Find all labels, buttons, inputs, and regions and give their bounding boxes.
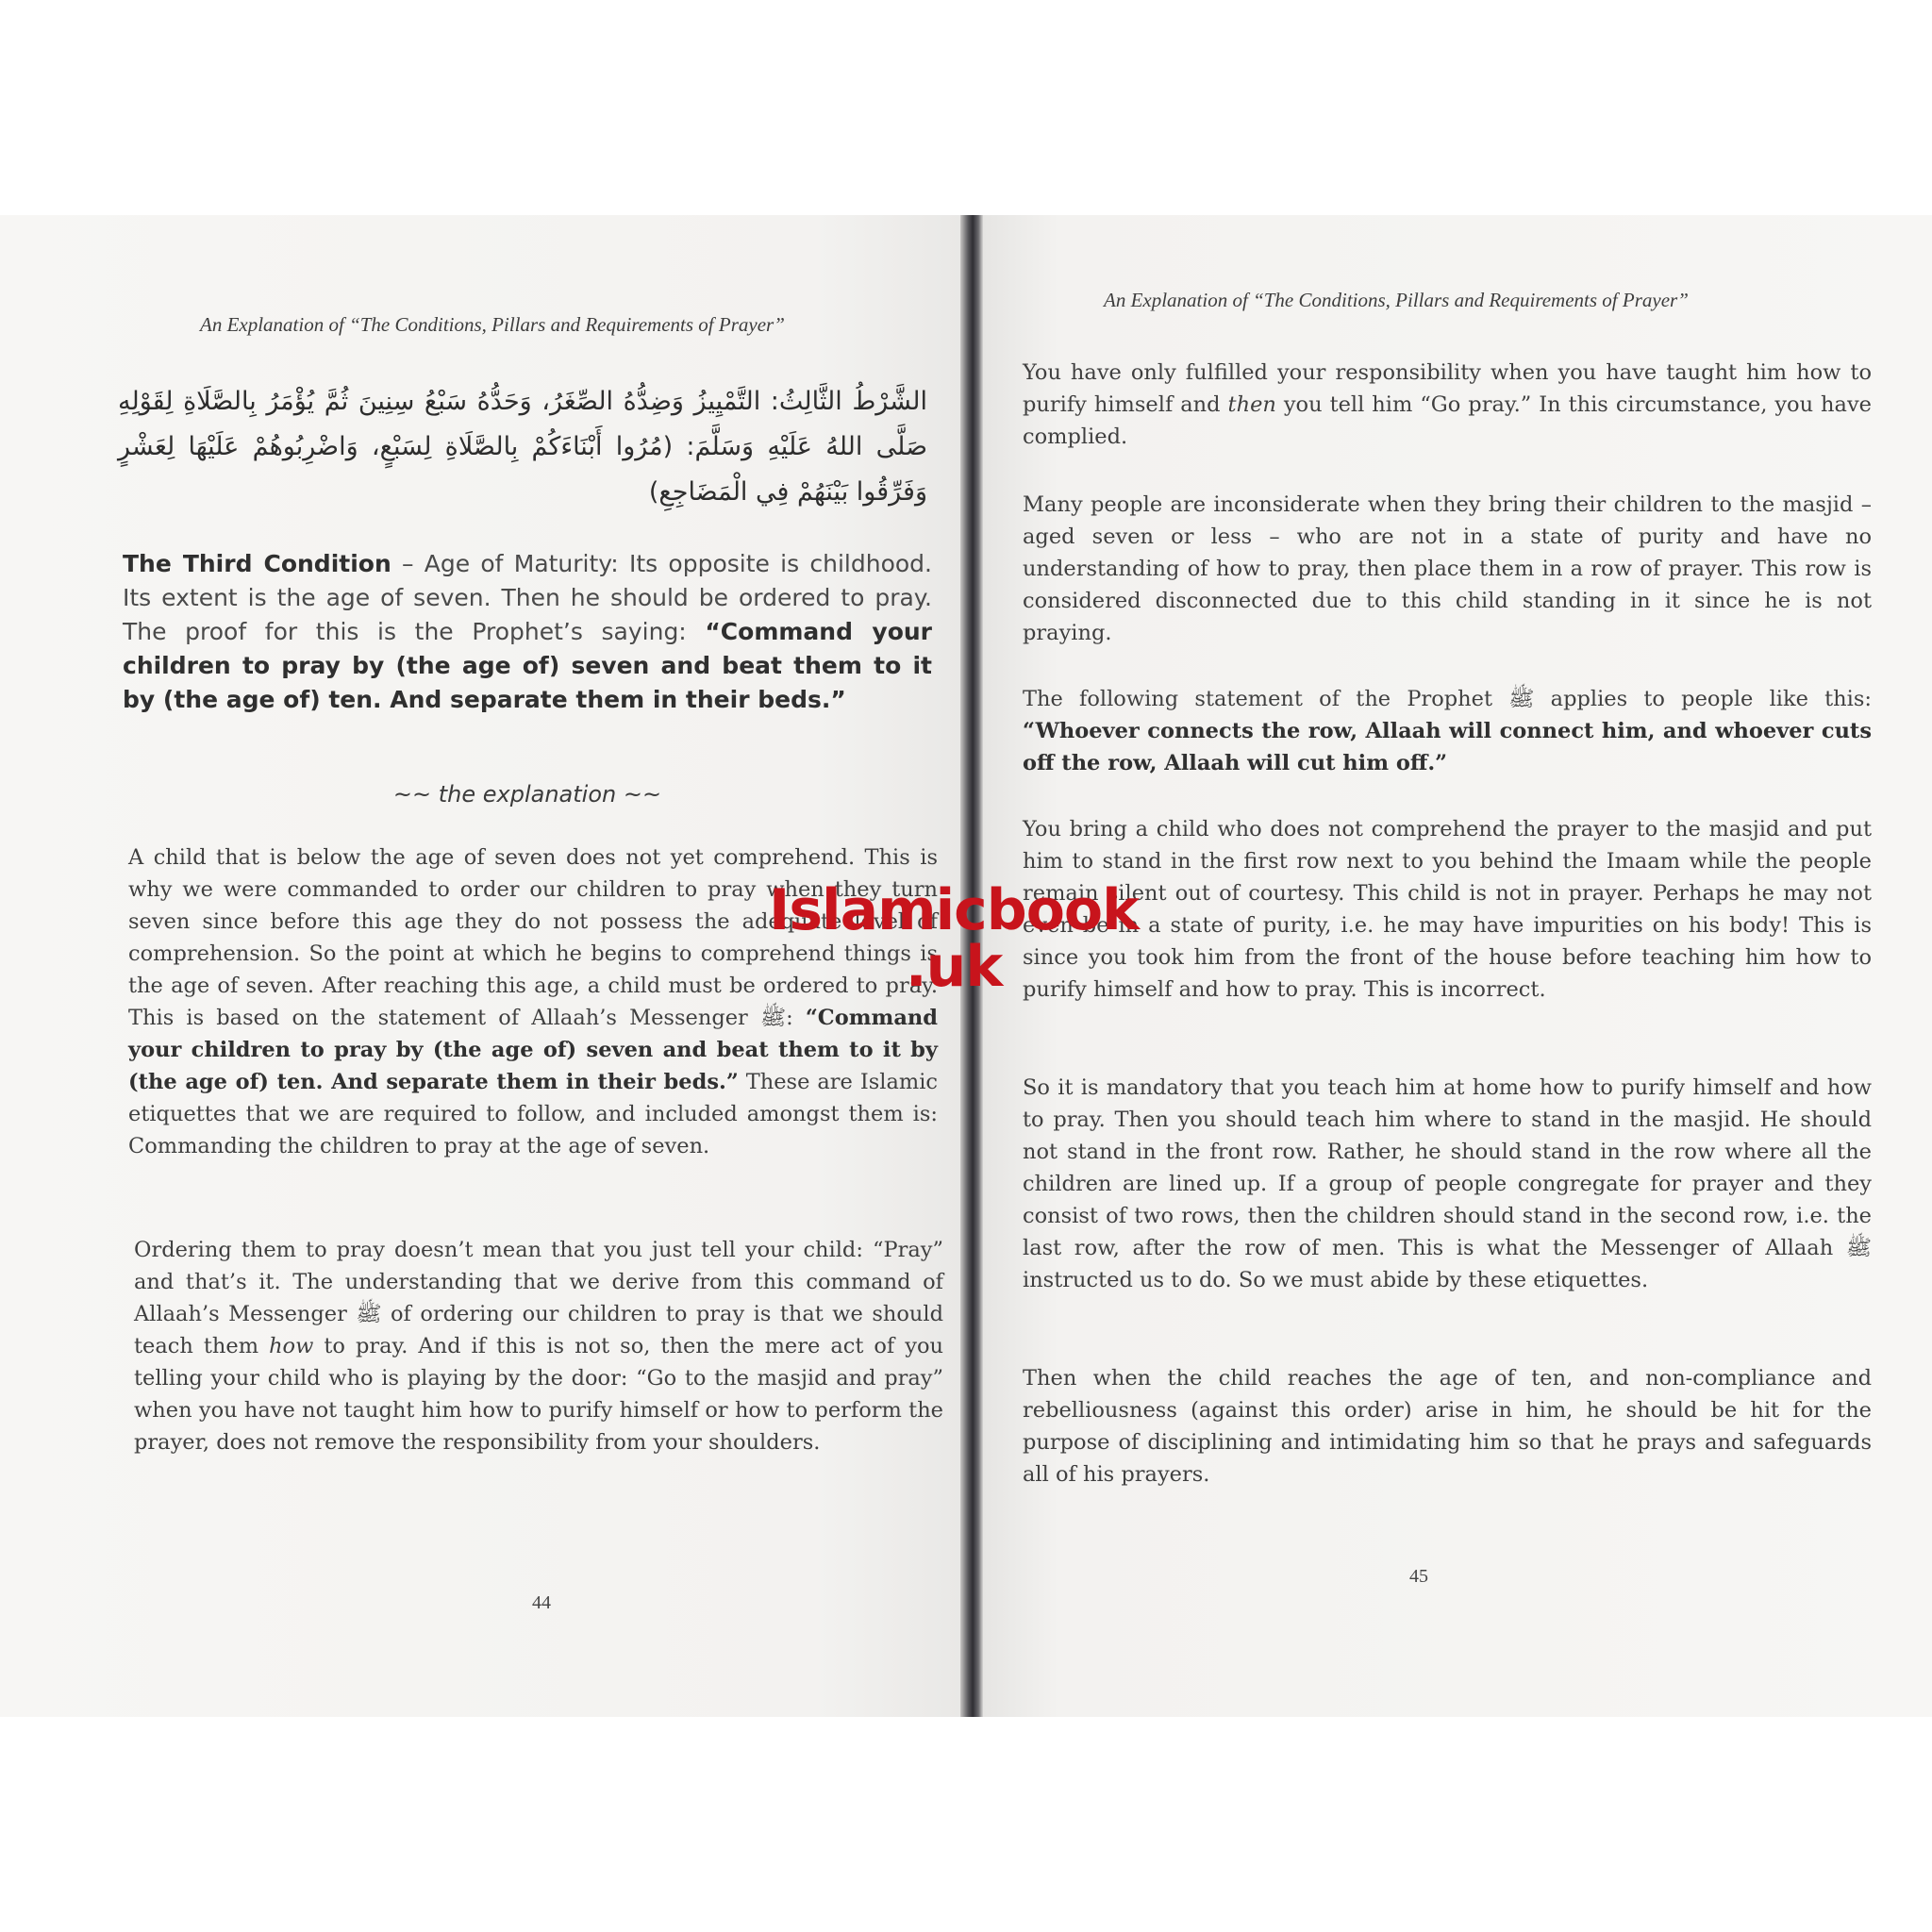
- running-head-right: An Explanation of “The Conditions, Pillars and Requirements of Prayer”: [1104, 289, 1689, 311]
- left-paragraph-2-end: to pray. And if this is not so, then the mere act of you telling your child who is playing by the door: “Go to the masjid and pray” when you have not taught him how to purify himself or how to perform the prayer, does not remove the responsibility from your shoulders.: [134, 1334, 944, 1455]
- right-paragraph-1-text: You have only fulfilled your responsibility when you have taught him how to purify himself and: [1023, 360, 1872, 417]
- watermark-line-2: .uk: [905, 934, 1003, 1000]
- left-paragraph-2-italic: how: [269, 1334, 314, 1358]
- right-paragraph-3-quote: “Whoever connects the row, Allaah will connect him, and whoever cuts off the row, Allaah will cut him off.”: [1023, 719, 1872, 775]
- running-head-left: An Explanation of “The Conditions, Pillars and Requirements of Prayer”: [200, 313, 785, 336]
- left-page: [0, 215, 960, 1717]
- right-paragraph-3: [1023, 683, 1872, 779]
- book-spread: [0, 215, 1932, 1717]
- explanation-separator: ~~ the explanation ~~: [392, 781, 662, 808]
- left-paragraph-1: [128, 841, 938, 1162]
- condition-paragraph: [123, 547, 932, 717]
- book-spine: [960, 215, 983, 1717]
- left-paragraph-2-text: Ordering them to pray doesn’t mean that you just tell your child: “Pray” and that’s it. The understanding that we derive from this command of Allaah’s Messenger ﷺ of ordering our children to pray is that we should teach them: [134, 1238, 943, 1358]
- condition-text: – Age of Maturity: Its opposite is childhood. Its extent is the age of seven. Then he should be ordered to pray. The proof for this is the Prophet’s saying:: [123, 550, 932, 645]
- page-number-left: 44: [532, 1592, 551, 1613]
- condition-heading: The Third Condition: [123, 550, 391, 577]
- watermark-line-1: Islamicbook: [769, 877, 1140, 943]
- right-paragraph-1: [1023, 357, 1872, 453]
- left-paragraph-2: [134, 1234, 943, 1458]
- arabic-text: الشَّرْطُ الثَّالِثُ: التَّمْيِيزُ وَضِدُّهُ الصِّغَرُ، وَحَدُّهُ سَبْعُ سِنِينَ ثُمَّ يُؤْمَرُ بِالصَّلَاةِ لِقَوْلِهِ صَلَّى اللهُ عَلَيْهِ وَسَلَّمَ: (مُرُوا أَبْنَاءَكُمْ بِالصَّلَاةِ لِسَبْعٍ، وَاضْرِبُوهُمْ عَلَيْهَا لِعَشْرٍ وَفَرِّقُوا بَيْنَهُمْ فِي الْمَضَاجِعِ): [118, 387, 927, 507]
- right-paragraph-1-end: you tell him “Go pray.” In this circumstance, you have complied.: [1023, 392, 1872, 449]
- right-paragraph-6: Then when the child reaches the age of ten, and non-compliance and rebelliousness (against this order) arise in him, he should be hit for the purpose of disciplining and intimidating him so that he prays and safeguards all of his prayers.: [1023, 1366, 1872, 1487]
- right-paragraph-1-italic: then: [1227, 392, 1276, 417]
- right-paragraph-3-text: The following statement of the Prophet ﷺ applies to people like this:: [1023, 687, 1872, 711]
- right-paragraph-4: You bring a child who does not comprehend the prayer to the masjid and put him to stand in the first row next to you behind the Imaam while the people remain silent out of courtesy. This child is not in prayer. Perhaps he may not even be in a state of purity, i.e. he may have impurities on his body! This is since you took him from the front of the house before teaching him how to purify himself and how to pray. This is incorrect.: [1023, 817, 1872, 1002]
- left-paragraph-1-end: These are Islamic etiquettes that we are required to follow, and included amongst them is: Commanding the children to pray at the age of seven.: [128, 1070, 938, 1158]
- page-number-right: 45: [1409, 1566, 1428, 1587]
- right-page: [983, 215, 1932, 1717]
- right-paragraph-2: Many people are inconsiderate when they bring their children to the masjid – aged seven or less – who are not in a state of purity and have no understanding of how to pray, then place them in a row of prayer. This row is considered disconnected due to this child standing in it since he is not praying.: [1023, 492, 1872, 645]
- left-paragraph-1-quote: “Command your children to pray by (the age of) seven and beat them to it by (the age of) ten. And separate them in their beds.”: [128, 1006, 939, 1094]
- left-paragraph-1-text: A child that is below the age of seven does not yet comprehend. This is why we were commanded to order our children to pray when they turn seven since before this age they do not possess the adequate level of comprehension. So the point at which he begins to comprehend things is the age of seven. After reaching this age, a child must be ordered to pray. This is based on the statement of Allaah’s Messenger ﷺ:: [128, 845, 938, 1030]
- right-paragraph-5: So it is mandatory that you teach him at home how to purify himself and how to pray. Then you should teach him where to stand in the masjid. He should not stand in the front row. Rather, he should stand in the row where all the children are lined up. If a group of people congregate for prayer and they consist of two rows, then the children should stand in the second row, i.e. the last row, after the row of men. This is what the Messenger of Allaah ﷺ instructed us to do. So we must abide by these etiquettes.: [1023, 1075, 1872, 1292]
- condition-quote: “Command your children to pray by (the age of) seven and beat them to it by (the age of) ten. And separate them in their beds.”: [123, 618, 932, 713]
